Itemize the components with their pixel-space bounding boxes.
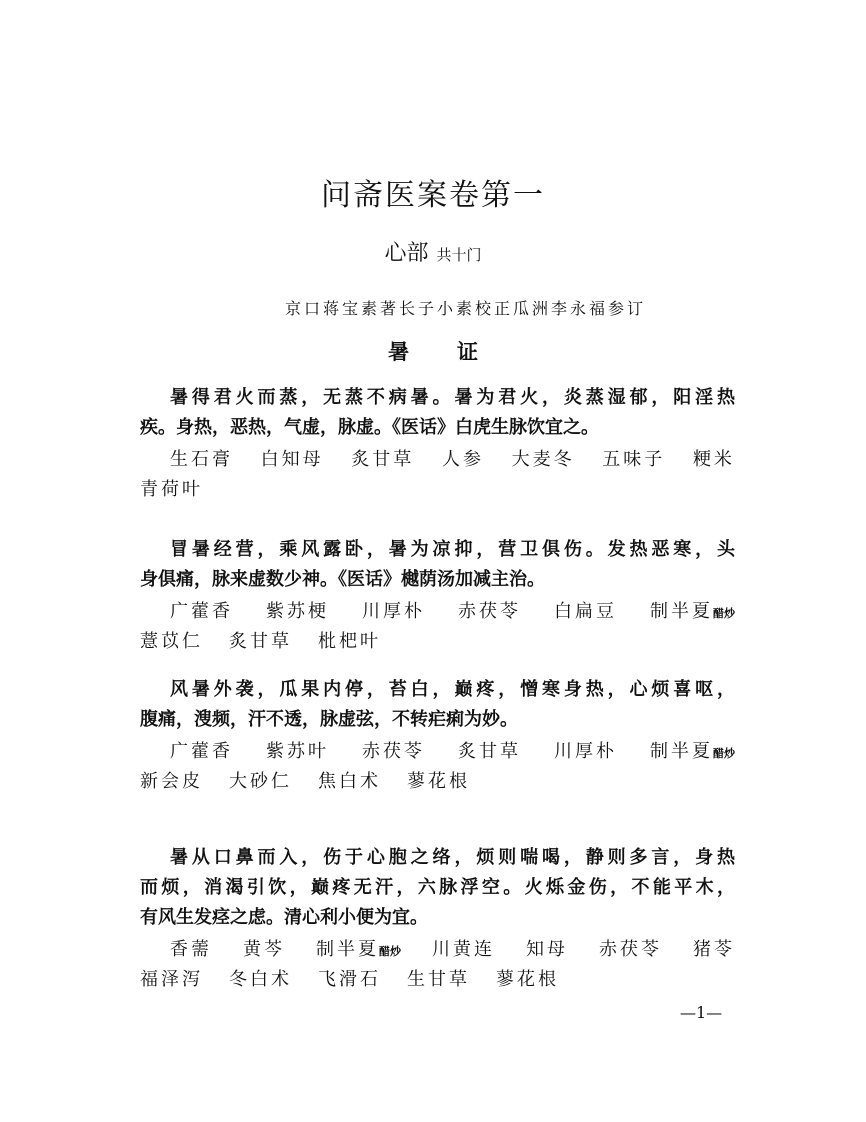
- herb-preparation-note: 醋炒: [713, 747, 735, 760]
- herb-item: 枇杷叶: [318, 631, 381, 652]
- herb-item: 制半夏醋炒: [316, 939, 401, 960]
- herb-item: 福泽泻: [140, 969, 203, 990]
- case-text-line: 有风生发痉之虑。清心利小便为宜。: [140, 907, 428, 928]
- case-text-line: 而烦，消渴引饮，巅疼无汗，六脉浮空。火烁金伤，不能平木，: [140, 877, 735, 898]
- section-subtitle: [0, 236, 866, 267]
- prescription-row: [140, 479, 203, 501]
- herb-item: 人参: [441, 449, 484, 470]
- herb-item: 猪苓: [693, 939, 735, 960]
- herb-item: 飞滑石: [318, 969, 381, 990]
- herb-item: 青荷叶: [140, 479, 203, 500]
- herb-item: 大砂仁: [229, 771, 292, 792]
- herb-item: 广藿香: [170, 741, 233, 762]
- herb-item: 制半夏醋炒: [650, 741, 735, 762]
- herb-item: 生石膏: [170, 449, 233, 470]
- chapter-heading: [0, 336, 866, 366]
- herb-item: 赤茯苓: [458, 601, 521, 622]
- herb-preparation-note: 醋炒: [379, 945, 401, 958]
- case-text-line: 腹痛，溲频，汗不透，脉虚弦，不转疟痢为妙。: [140, 709, 518, 730]
- herb-item: 大麦冬: [511, 449, 575, 470]
- page-number: —1—: [680, 1003, 723, 1022]
- case-text-line: 暑从口鼻而入，伤于心胞之络，烦则喘喝，静则多言，身热: [170, 847, 735, 868]
- herb-item: 炙甘草: [458, 741, 521, 762]
- herb-item: 炙甘草: [229, 631, 292, 652]
- herb-item: 香薷: [170, 939, 212, 960]
- prescription-row: [140, 969, 559, 991]
- herb-item: 黄芩: [243, 939, 285, 960]
- prescription-row: [140, 631, 381, 653]
- herb-item: 白知母: [260, 449, 324, 470]
- herb-item: 焦白术: [318, 771, 381, 792]
- herb-item: 知母: [526, 939, 568, 960]
- herb-item: 薏苡仁: [140, 631, 203, 652]
- herb-item: 川厚朴: [554, 741, 617, 762]
- case-text-line: 暑得君火而蒸，无蒸不病暑。暑为君火，炎蒸湿郁，阳淫热: [170, 387, 735, 408]
- herb-item: 蓼花根: [496, 969, 559, 990]
- herb-item: 粳米: [692, 449, 735, 470]
- heading-char: 暑: [388, 339, 409, 364]
- herb-item: 制半夏醋炒: [650, 601, 735, 622]
- herb-item: 五味子: [602, 449, 666, 470]
- herb-item: 炙甘草: [351, 449, 415, 470]
- herb-item: 赤茯苓: [362, 741, 425, 762]
- subtitle-note: 共十门: [436, 246, 482, 264]
- prescription-row: [170, 939, 735, 963]
- case-text-line: 风暑外袭，瓜果内停，苔白，巅疼，憎寒身热，心烦喜呕，: [170, 679, 735, 700]
- herb-item: 川黄连: [432, 939, 495, 960]
- subtitle-main: 心部: [384, 241, 429, 266]
- herb-item: 白扁豆: [554, 601, 617, 622]
- case-text-line: 疾。身热，恶热，气虚，脉虚。《医话》白虎生脉饮宜之。: [140, 417, 599, 438]
- herb-item: 川厚朴: [362, 601, 425, 622]
- herb-item: 新会皮: [140, 771, 203, 792]
- herb-item: 蓼花根: [407, 771, 470, 792]
- herb-preparation-note: 醋炒: [713, 607, 735, 620]
- case-text-line: 冒暑经营，乘风露卧，暑为凉抑，营卫俱伤。发热恶寒，头: [170, 539, 735, 560]
- heading-char: 证: [457, 339, 478, 364]
- herb-item: 广藿香: [170, 601, 233, 622]
- prescription-row: [140, 771, 470, 793]
- herb-item: 赤茯苓: [599, 939, 662, 960]
- herb-item: 紫苏叶: [266, 741, 329, 762]
- case-text-line: 身俱痛，脉来虚数少神。《医话》樾荫汤加减主治。: [140, 569, 545, 590]
- volume-title: 问斋医案卷第一: [321, 178, 545, 213]
- prescription-row: [170, 601, 735, 625]
- prescription-row: [170, 449, 735, 471]
- herb-item: 冬白术: [229, 969, 292, 990]
- author-line: 京口蒋宝素著长子小素校正瓜洲李永福参订: [285, 299, 647, 318]
- prescription-row: [170, 741, 735, 765]
- herb-item: 生甘草: [407, 969, 470, 990]
- herb-item: 紫苏梗: [266, 601, 329, 622]
